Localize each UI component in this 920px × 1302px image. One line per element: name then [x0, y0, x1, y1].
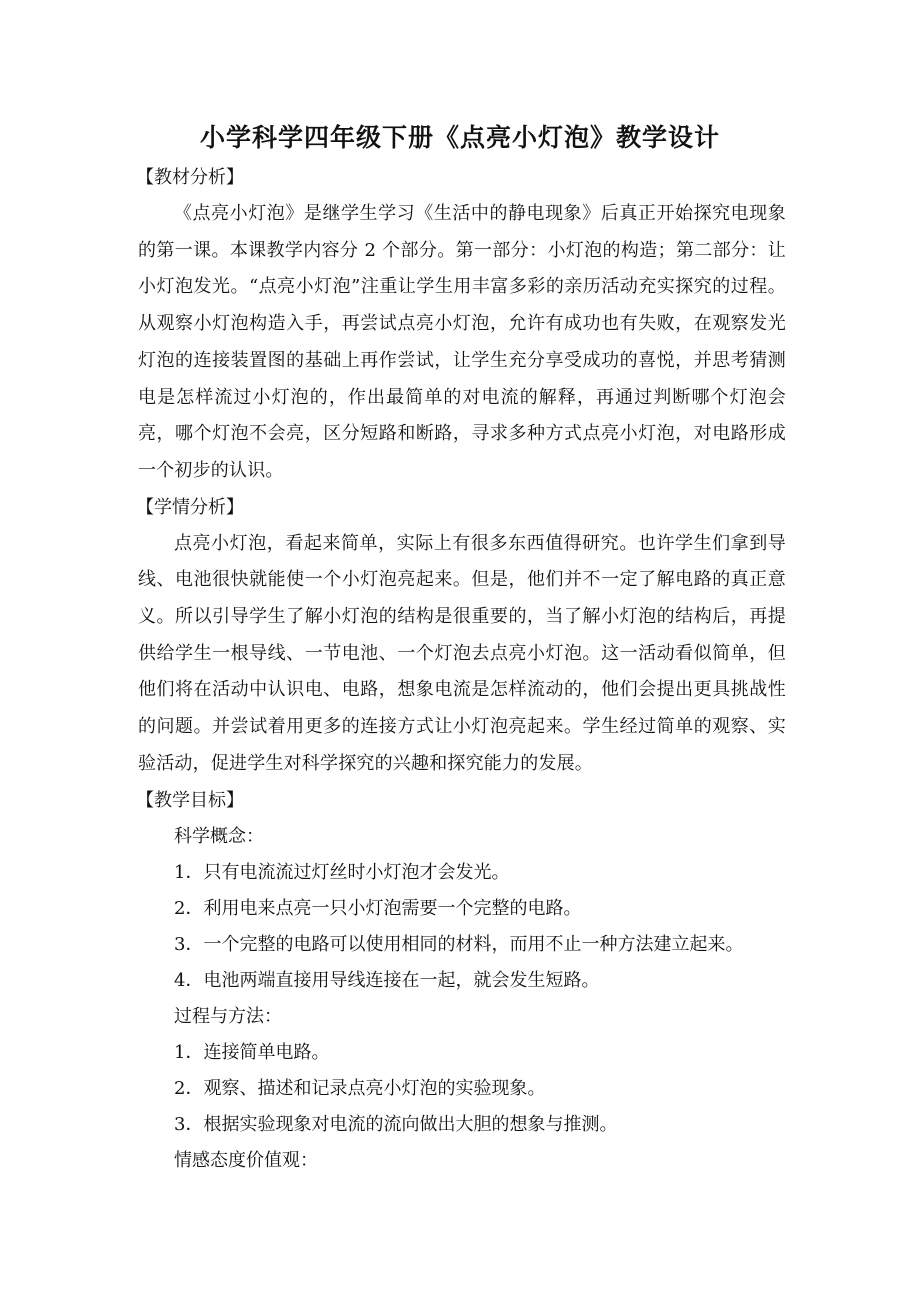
concept-item: 2．利用电来点亮一只小灯泡需要一个完整的电路。	[174, 897, 582, 919]
students-paragraph: 点亮小灯泡，看起来简单，实际上有很多东西值得研究。也许学生们拿到导线、电池很快就能使一个小灯泡亮起来。但是，他们并不一定了解电路的真正意义。所以引导学生了解小灯泡的结构是很重要的，当了解小灯泡的结构后，再提供给学生一根导线、一节电池、一个灯泡去点亮小灯泡。这一活动看似简单，但他们将在活动中认识电、电路，想象电流是怎样流动的，他们会提出更具挑战性的问题。并尝试着用更多的连接方式让小灯泡亮起来。学生经过简单的观察、实验活动，促进学生对科学探究的兴趣和探究能力的发展。	[138, 532, 786, 774]
process-label: 过程与方法：	[174, 1005, 282, 1027]
process-item: 1．连接简单电路。	[174, 1041, 330, 1063]
concepts-label: 科学概念：	[174, 825, 264, 847]
document-title: 小学科学四年级下册《点亮小灯泡》教学设计	[199, 123, 720, 152]
concept-item: 1．只有电流流过灯丝时小灯泡才会发光。	[174, 861, 510, 883]
process-item: 3．根据实验现象对电流的流向做出大胆的想象与推测。	[174, 1113, 618, 1135]
values-label: 情感态度价值观：	[174, 1149, 318, 1171]
section-heading-goals: 【教学目标】	[136, 789, 244, 811]
material-paragraph: 《点亮小灯泡》是继学生学习《生活中的静电现象》后真正开始探究电现象的第一课。本课教学内容分 2 个部分。第一部分：小灯泡的构造；第二部分：让小灯泡发光。“点亮小灯泡”注重让学生用丰富多彩的亲历活动充实探究的过程。从观察小灯泡构造入手，再尝试点亮小灯泡，允许有成功也有失败，在观察发光灯泡的连接装置图的基础上再作尝试，让学生充分享受成功的喜悦，并思考猜测电是怎样流过小灯泡的，作出最简单的对电流的解释，再通过判断哪个灯泡会亮，哪个灯泡不会亮，区分短路和断路，寻求多种方式点亮小灯泡，对电路形成一个初步的认识。	[138, 203, 786, 481]
section-heading-material: 【教材分析】	[136, 167, 244, 188]
document-body	[138, 160, 786, 1179]
process-item: 2．观察、描述和记录点亮小灯泡的实验现象。	[174, 1077, 546, 1099]
concept-item: 3．一个完整的电路可以使用相同的材料，而用不止一种方法建立起来。	[174, 933, 744, 955]
section-heading-students: 【学情分析】	[136, 496, 244, 518]
concept-item: 4．电池两端直接用导线连接在一起，就会发生短路。	[174, 969, 600, 991]
